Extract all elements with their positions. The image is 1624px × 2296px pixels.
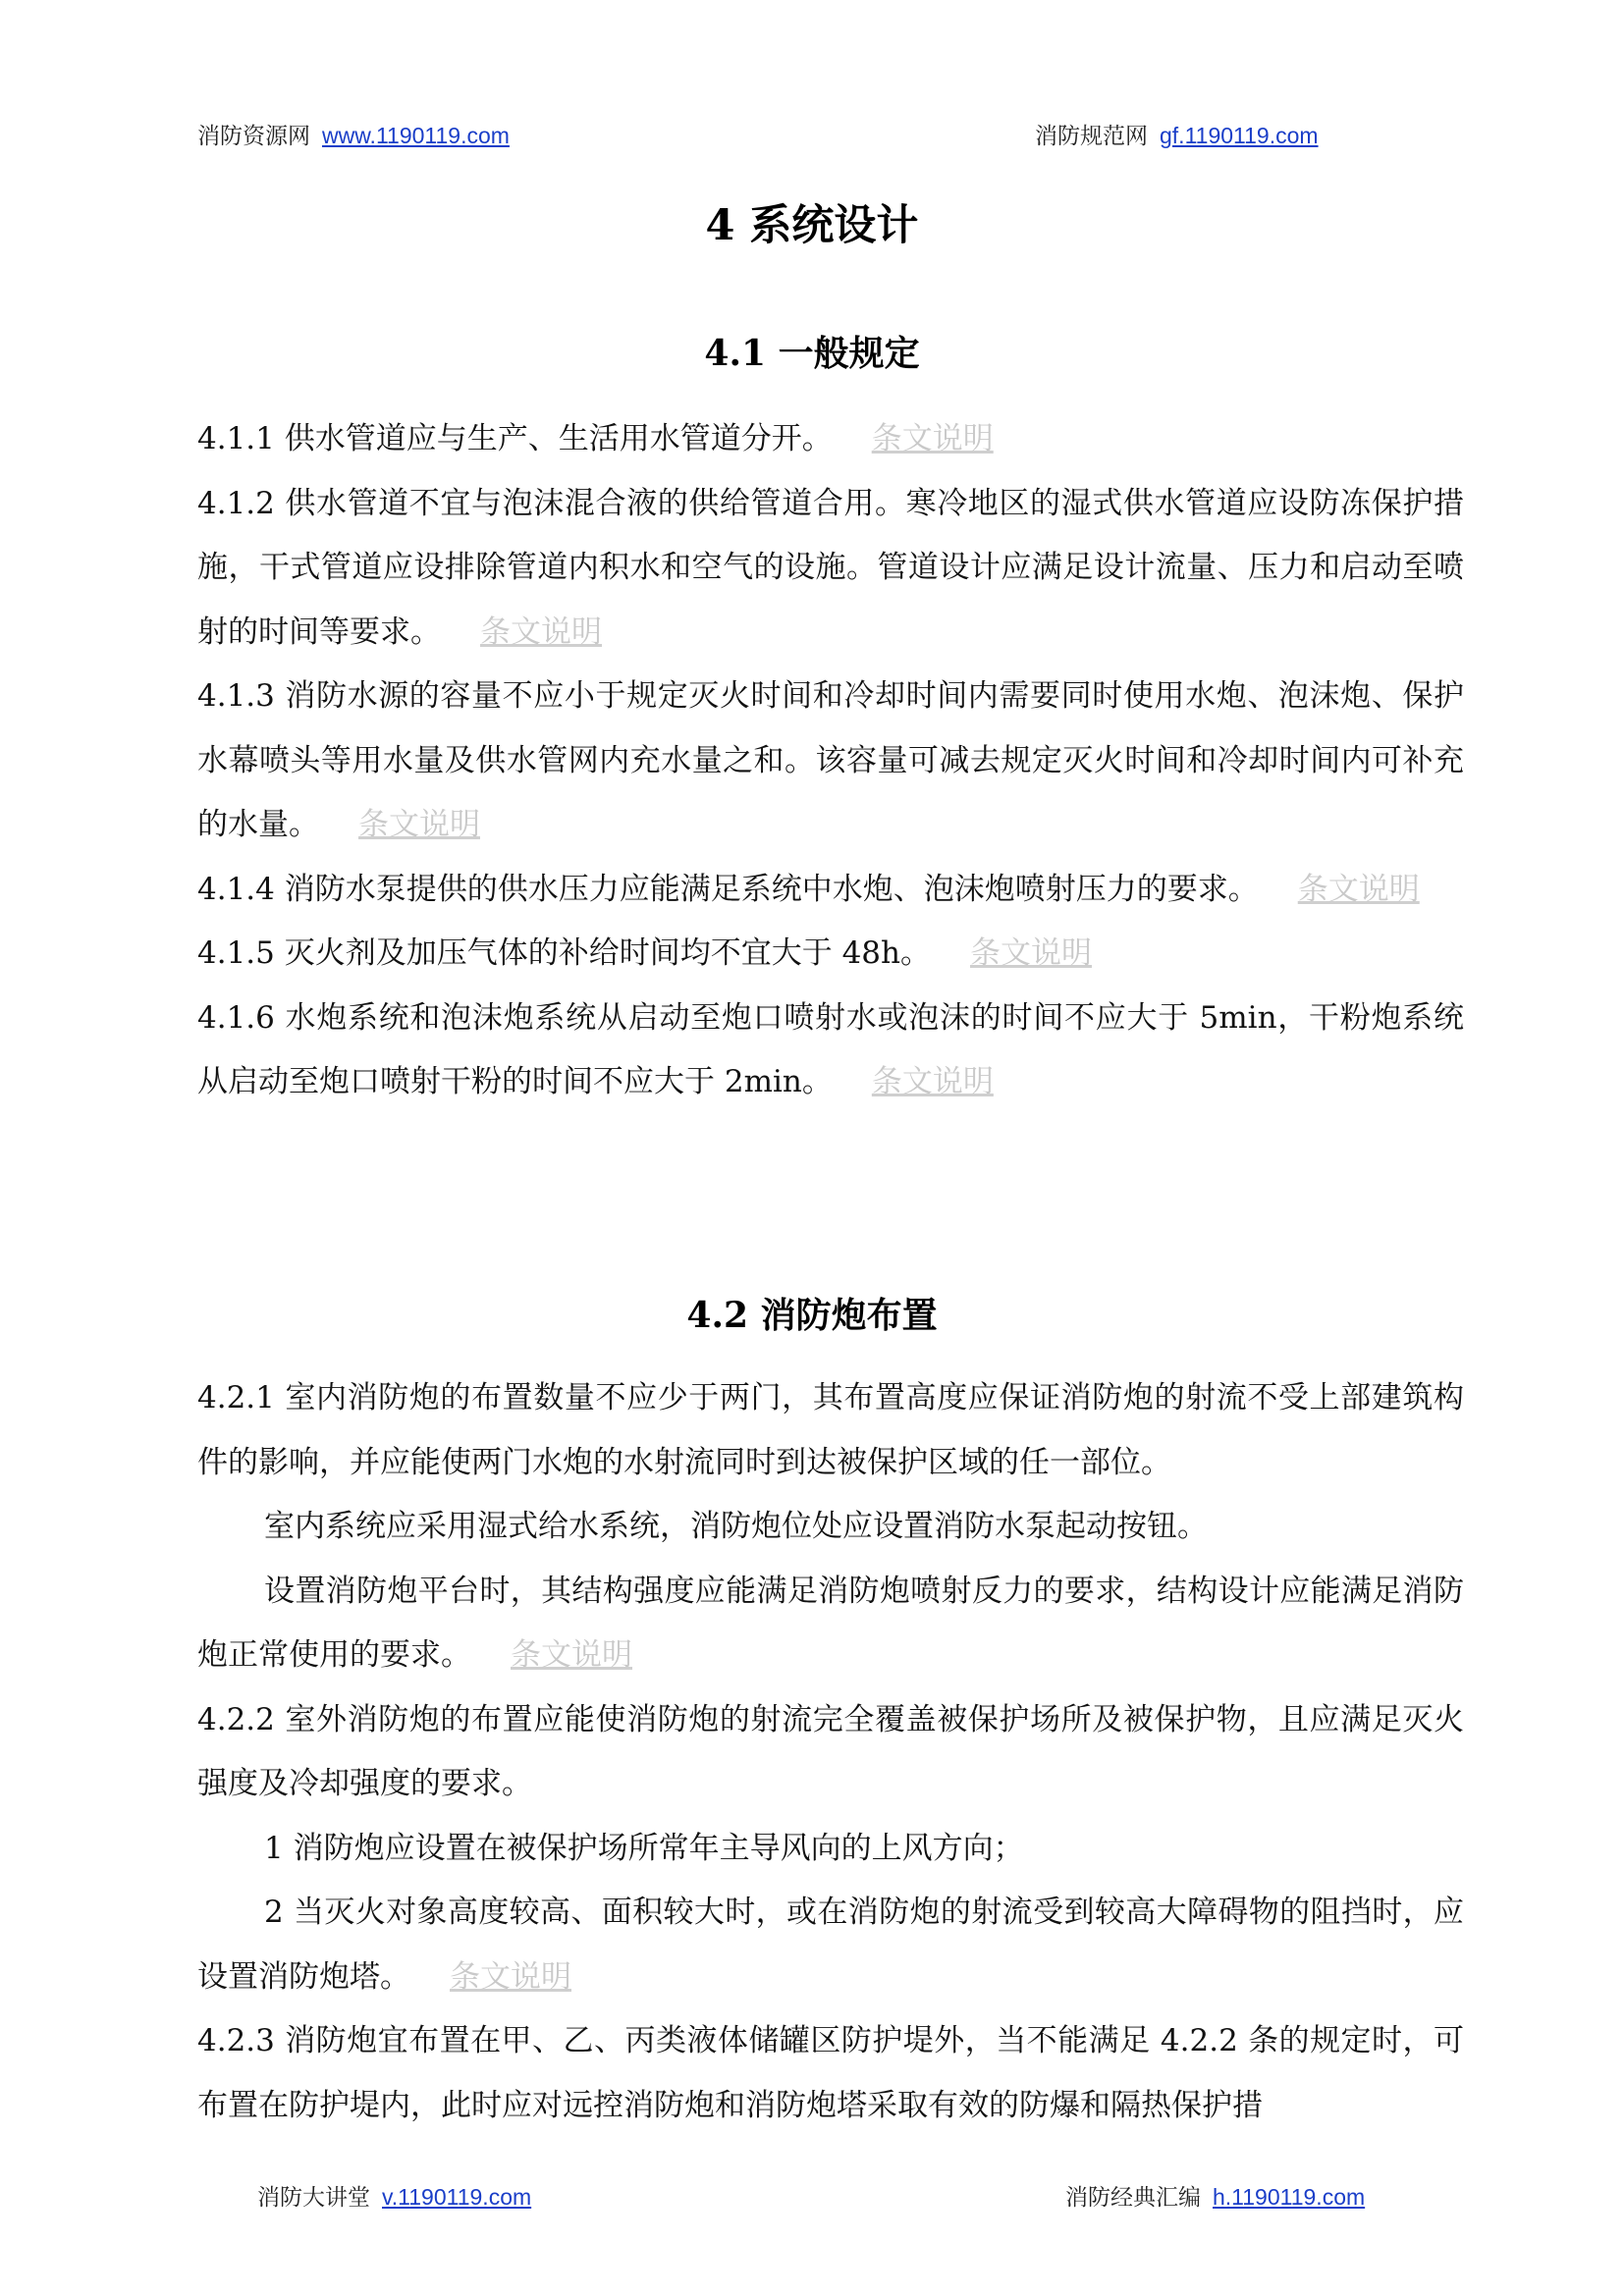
clause-paragraph	[197, 922, 1464, 987]
clause-note-link[interactable]: 条文说明	[511, 1637, 632, 1673]
clause-paragraph	[197, 665, 1464, 858]
clause-text: 4.2.3 消防炮宜布置在甲、乙、丙类液体储罐区防护堤外，当不能满足 4.2.2 条的规定时，可布置在防护堤内，此时应对远控消防炮和消防炮塔采取有效的防爆和隔热保护措	[197, 2023, 1464, 2123]
clause-text: 4.2.2 室外消防炮的布置应能使消防炮的射流完全覆盖被保护场所及被保护物，且应满足灭火强度及冷却强度的要求。	[197, 1701, 1464, 1801]
footer-left-link[interactable]: v.1190119.com	[382, 2184, 532, 2210]
clause-text: 4.1.6 水炮系统和泡沫炮系统从启动至炮口喷射水或泡沫的时间不应大于 5min，干粉炮系统从启动至炮口喷射干粉的时间不应大于 2min。	[197, 999, 1464, 1099]
clause-text: 2 当灭火对象高度较高、面积较大时，或在消防炮的射流受到较高大障碍物的阻挡时，应设置消防炮塔。	[197, 1895, 1464, 1995]
header-left-label: 消防资源网	[197, 124, 310, 149]
section-title: 4.1 一般规定	[704, 333, 920, 374]
clause-paragraph	[197, 407, 1464, 472]
clause-paragraph	[197, 1495, 1464, 1560]
clause-note-link[interactable]: 条文说明	[871, 1064, 994, 1099]
clause-text: 4.1.1 供水管道应与生产、生活用水管道分开。	[197, 421, 833, 456]
clause-paragraph	[197, 858, 1464, 923]
footer-right	[1065, 2179, 1365, 2212]
clause-note-link[interactable]: 条文说明	[1297, 871, 1420, 907]
clause-text: 1 消防炮应设置在被保护场所常年主导风向的上风方向；	[264, 1830, 1024, 1866]
header-left	[197, 118, 510, 150]
clause-note-link[interactable]: 条文说明	[358, 807, 480, 842]
clause-paragraph	[197, 1817, 1464, 1882]
section-body	[197, 407, 1464, 1115]
clause-paragraph	[197, 2009, 1464, 2138]
clause-paragraph	[197, 1560, 1464, 1688]
clause-paragraph	[197, 1881, 1464, 2009]
header-right-label: 消防规范网	[1035, 124, 1148, 149]
clause-text: 4.2.1 室内消防炮的布置数量不应少于两门，其布置高度应保证消防炮的射流不受上部建筑构件的影响，并应能使两门水炮的水射流同时到达被保护区域的任一部位。	[197, 1380, 1464, 1480]
footer-right-link[interactable]: h.1190119.com	[1213, 2184, 1366, 2210]
clause-note-link[interactable]: 条文说明	[480, 614, 602, 650]
clause-paragraph	[197, 987, 1464, 1115]
clause-note-link[interactable]: 条文说明	[970, 935, 1092, 971]
clause-text: 设置消防炮平台时，其结构强度应能满足消防炮喷射反力的要求，结构设计应能满足消防炮正常使用的要求。	[197, 1573, 1464, 1673]
header-right	[1035, 118, 1319, 150]
clause-note-link[interactable]: 条文说明	[871, 421, 994, 456]
header-left-link[interactable]: www.1190119.com	[322, 123, 510, 148]
clause-text: 室内系统应采用湿式给水系统，消防炮位处应设置消防水泵起动按钮。	[264, 1509, 1208, 1544]
section-body	[197, 1366, 1464, 2138]
clause-text: 4.1.3 消防水源的容量不应小于规定灭火时间和冷却时间内需要同时使用水炮、泡沫炮、保护水幕喷头等用水量及供水管网内充水量之和。该容量可减去规定灭火时间和冷却时间内可补充的水量。	[197, 678, 1464, 842]
clause-paragraph	[197, 1688, 1464, 1817]
section-title: 4.2 消防炮布置	[686, 1295, 938, 1336]
header-right-link[interactable]: gf.1190119.com	[1160, 123, 1319, 148]
clause-text: 4.1.2 供水管道不宜与泡沫混合液的供给管道合用。寒冷地区的湿式供水管道应设防冻保护措施，干式管道应设排除管道内积水和空气的设施。管道设计应满足设计流量、压力和启动至喷射的时间等要求。	[197, 485, 1464, 650]
clause-text: 4.1.4 消防水泵提供的供水压力应能满足系统中水炮、泡沫炮喷射压力的要求。	[197, 871, 1259, 907]
clause-paragraph	[197, 472, 1464, 666]
clause-text: 4.1.5 灭火剂及加压气体的补给时间均不宜大于 48h。	[197, 935, 931, 971]
footer-left-label: 消防大讲堂	[257, 2185, 370, 2211]
clause-paragraph	[197, 1366, 1464, 1495]
footer-left	[257, 2179, 531, 2212]
chapter-title: 4 系统设计	[705, 201, 919, 250]
clause-note-link[interactable]: 条文说明	[450, 1958, 571, 1995]
footer-right-label: 消防经典汇编	[1065, 2185, 1201, 2211]
